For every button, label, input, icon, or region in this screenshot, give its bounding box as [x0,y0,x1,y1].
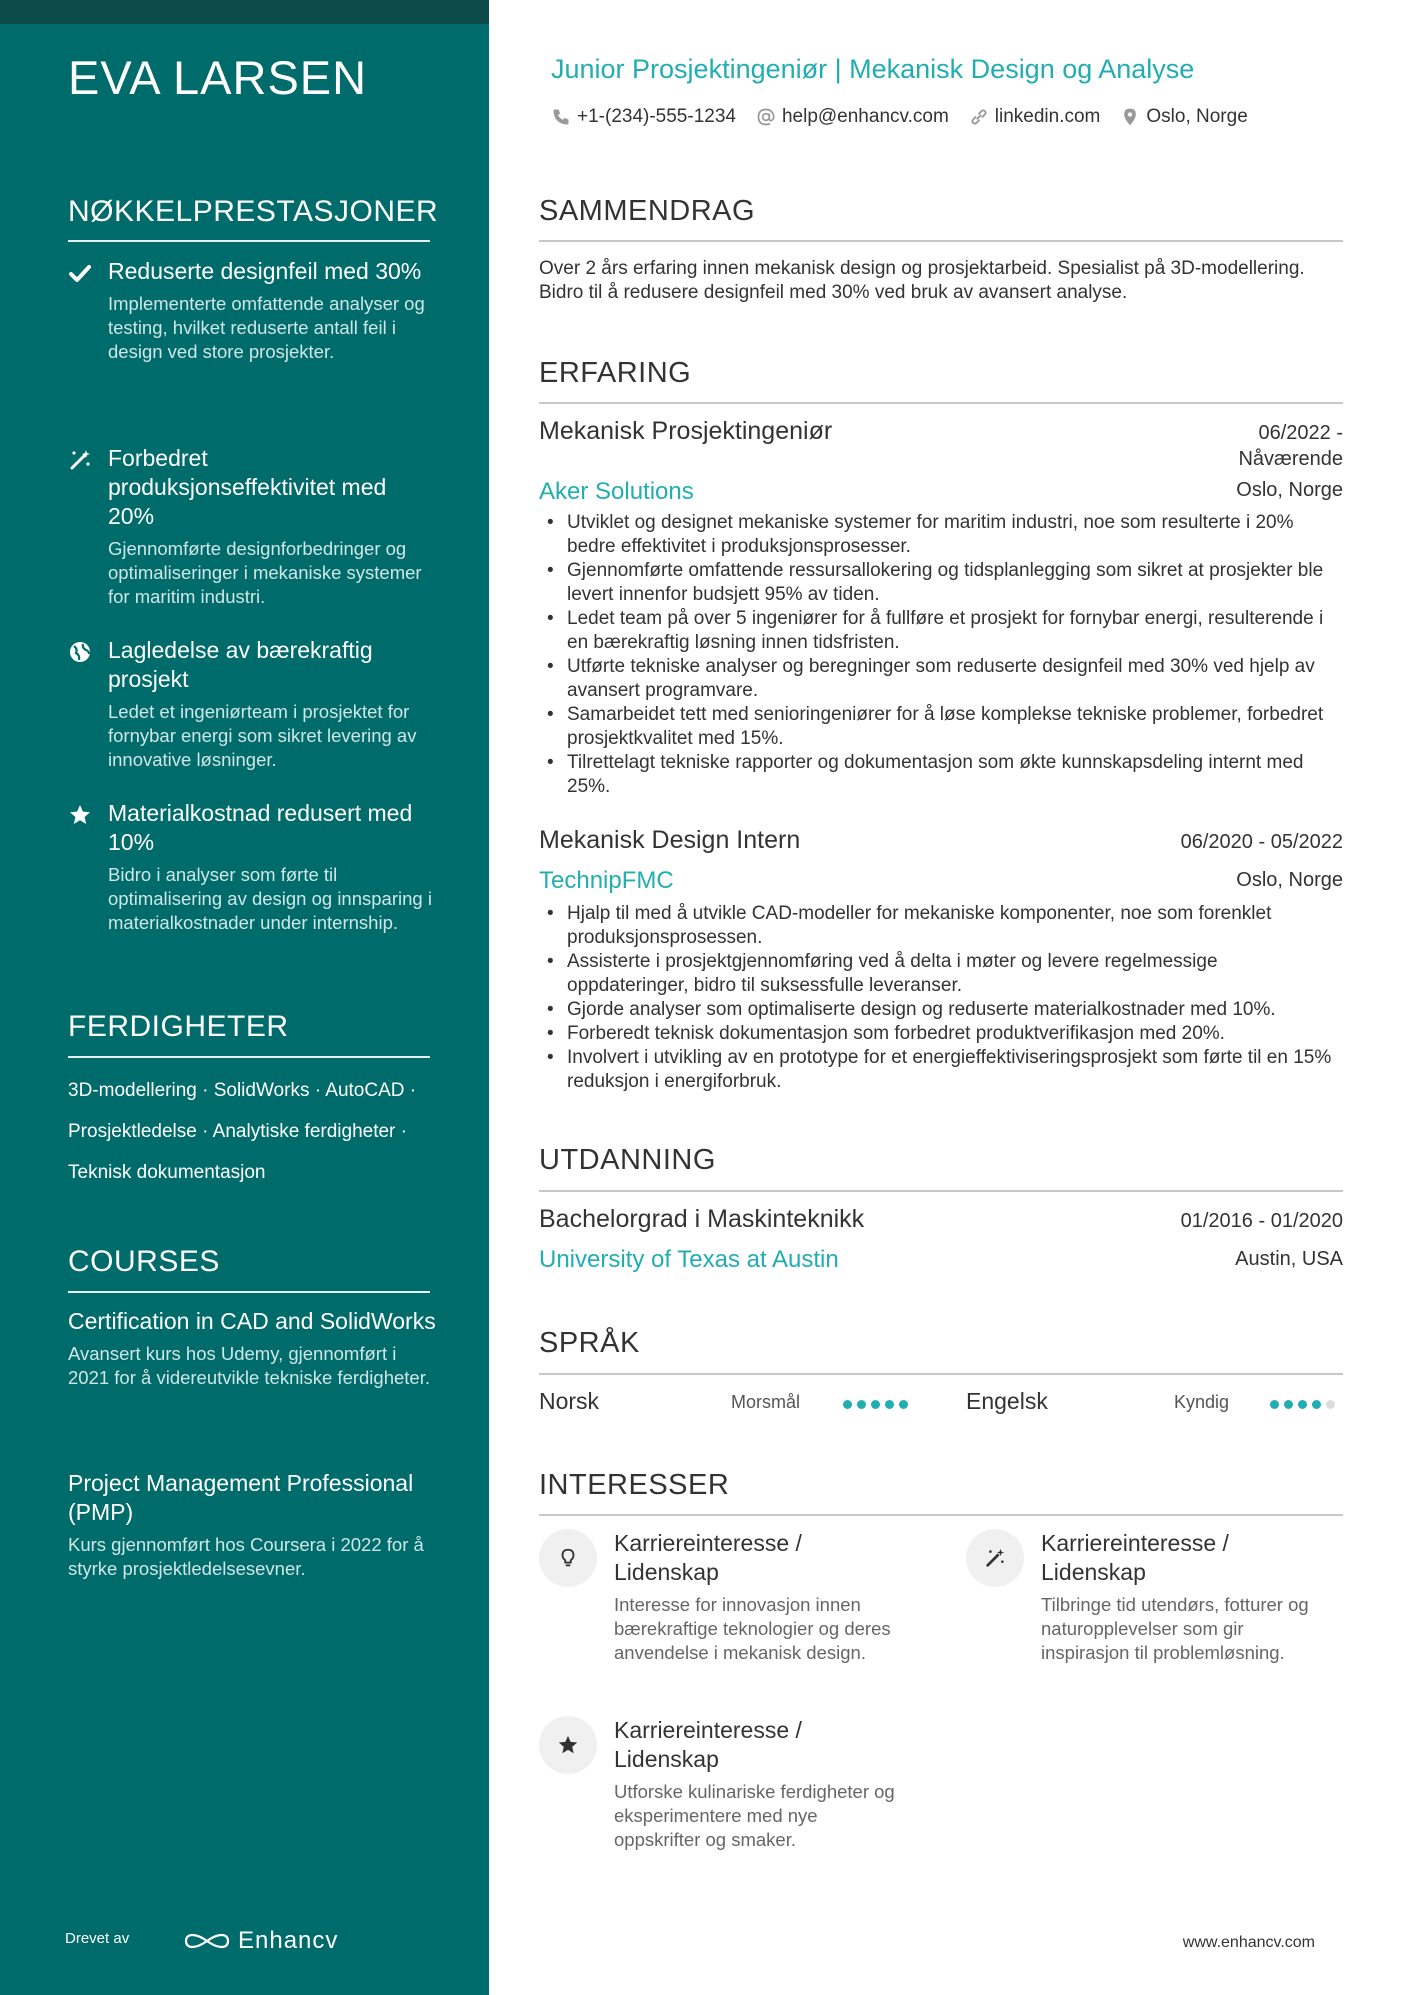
experience-title: ERFARING [539,357,692,389]
achievement-desc: Bidro i analyser som førte til optimalisering av design og innsparing i materialkostnader under internship. [108,864,432,933]
achievement-title: Forbedret produksjonseffektivitet med 20% [108,445,387,529]
education-title: UTDANNING [539,1144,716,1176]
job-bullet: • Gjorde analyser som optimaliserte design og reduserte materialkostnader med 10%. [567,998,1343,1022]
summary-title: SAMMENDRAG [539,195,756,227]
job-bullet: • Forberedt teknisk dokumentasjon som forbedret produktverifikasjon med 20%. [567,1022,1343,1046]
course-item [68,1307,440,1390]
achievement-title: Materialkostnad redusert med 10% [108,800,413,855]
achievement-item [68,799,438,935]
achievement-item [68,636,438,772]
job-bullets [539,902,1343,1094]
job-date: 06/2020 - 05/2022 [1180,831,1343,853]
check-icon [68,261,94,287]
rating-dot-filled [885,1400,894,1409]
course-item [68,1469,440,1581]
course-title: Project Management Professional (PMP) [68,1470,414,1525]
star-icon [539,1716,597,1774]
achievement-desc: Gjennomførte designforbedringer og optimaliseringer i mekaniske systemer for maritim industri. [108,538,422,607]
interest-title: Karriereinteresse / Lidenskap [1041,1530,1229,1585]
education-school: University of Texas at Austin [539,1246,839,1273]
job-location: Oslo, Norge [1236,479,1343,501]
enhancv-logo [184,1927,338,1955]
summary-divider [539,240,1343,242]
education-divider [539,1190,1343,1192]
rating-dot-empty [1326,1400,1335,1409]
achievements-title: NØKKELPRESTASJONER [68,195,439,228]
summary-text: Over 2 års erfaring innen mekanisk design og prosjektarbeid. Spesialist på 3D-modellering. Bidro til å redusere designfeil med 30% ved bruk av avansert analyse. [539,258,1305,303]
interest-desc: Utforske kulinariske ferdigheter og eksperimentere med nye oppskrifter og smaker. [614,1781,895,1850]
job-date: 06/2022 - Nåværende [1238,422,1343,470]
achievement-desc: Implementerte omfattende analyser og testing, hvilket reduserte antall feil i design ved store prosjekter. [108,293,425,362]
phone-text: +1-(234)-555-1234 [577,106,736,127]
job-bullet: • Utviklet og designet mekaniske systemer for maritim industri, noe som resulterte i 20% bedre effektivitet i produksjonsprosesser. [567,511,1343,559]
achievements-divider [68,240,430,242]
language-rating [843,1400,908,1409]
job-bullet: • Gjennomførte omfattende ressursallokering og tidsplanlegging som sikret at prosjekter ble levert innenfor budsjett 95% av tiden. [567,559,1343,607]
language-level: Kyndig [1174,1392,1230,1412]
job-bullet: • Tilrettelagt tekniske rapporter og dokumentasjon som økte kunnskapsdeling internt med 25%. [567,751,1343,799]
email-text: help@enhancv.com [781,106,949,127]
enhancv-logo-icon [184,1929,230,1953]
lightbulb-icon [539,1529,597,1587]
achievement-desc: Ledet et ingeniørteam i prosjektet for fornybar energi som sikret levering av innovative løsninger. [108,701,417,770]
company-name: TechnipFMC [539,867,674,894]
interest-title: Karriereinteresse / Lidenskap [614,1717,802,1772]
link-icon [969,107,989,127]
rating-dot-filled [1298,1400,1307,1409]
job-bullet: • Ledet team på over 5 ingeniører for å fullføre et prosjekt for fornybar energi, resulterende i en bærekraftig løsning innen tidsfristen. [567,607,1343,655]
star-icon [68,803,94,829]
achievement-title: Lagledelse av bærekraftig prosjekt [108,637,373,692]
job-bullets [539,511,1343,799]
rating-dot-filled [1284,1400,1293,1409]
course-title: Certification in CAD and SolidWorks [68,1308,436,1334]
interests-title: INTERESSER [539,1469,730,1501]
footer-website[interactable]: www.enhancv.com [1182,1934,1315,1951]
course-desc: Avansert kurs hos Udemy, gjennomført i 2021 for å videreutvikle tekniske ferdigheter. [68,1343,430,1388]
course-desc: Kurs gjennomført hos Coursera i 2022 for å styrke prosjektledelsesevner. [68,1534,424,1579]
location-text: Oslo, Norge [1146,106,1248,127]
job-location: Oslo, Norge [1236,869,1343,891]
magic-wand-icon [966,1529,1024,1587]
interest-item [539,1716,899,1852]
interests-divider [539,1514,1343,1516]
contact-location [1120,106,1247,128]
rating-dot-filled [1312,1400,1321,1409]
language-name: Engelsk [966,1388,1048,1414]
language-name: Norsk [539,1388,600,1414]
education-date: 01/2016 - 01/2020 [1180,1210,1343,1232]
sidebar-top-bar [0,0,489,24]
skills-divider [68,1056,430,1058]
language-rating [1270,1400,1335,1409]
rating-dot-filled [1270,1400,1279,1409]
interest-item [539,1529,899,1665]
courses-title: COURSES [68,1245,220,1278]
contact-email[interactable] [756,106,949,128]
job-bullet: • Involvert i utvikling av en prototype for et energieffektiviseringsprosjekt som førte til en 15% reduksjon i energiforbruk. [567,1046,1343,1094]
job-bullet: • Samarbeidet tett med senioringeniører for å løse komplekse tekniske problemer, forbedret prosjektkvalitet med 15%. [567,703,1343,751]
contact-linkedin[interactable] [969,106,1101,128]
job-bullet: • Utførte tekniske analyser og beregninger som reduserte designfeil med 30% ved hjelp av avansert programvare. [567,655,1343,703]
interest-title: Karriereinteresse / Lidenskap [614,1530,802,1585]
skills-list: 3D-modellering · SolidWorks · AutoCAD · Prosjektledelse · Analytiske ferdigheter · Teknisk dokumentasjon [68,1080,417,1183]
rating-dot-filled [857,1400,866,1409]
languages-divider [539,1373,1343,1375]
rating-dot-filled [899,1400,908,1409]
linkedin-text: linkedin.com [994,106,1101,127]
at-icon [756,107,776,127]
company-name: Aker Solutions [539,478,694,505]
languages-title: SPRÅK [539,1327,640,1359]
interest-item [966,1529,1326,1665]
globe-icon [68,640,94,666]
job-title: Mekanisk Prosjektingeniør [539,417,833,445]
magic-wand-icon [68,448,94,474]
experience-divider [539,402,1343,404]
headline: Junior Prosjektingeniør | Mekanisk Design og Analyse [551,54,1195,84]
achievement-title: Reduserte designfeil med 30% [108,258,422,284]
sidebar [0,0,489,1995]
rating-dot-filled [843,1400,852,1409]
achievement-item [68,444,438,609]
job-bullet: • Hjalp til med å utvikle CAD-modeller for mekaniske komponenter, noe som forenklet produksjonsprosessen. [567,902,1343,950]
education-location: Austin, USA [1235,1248,1343,1270]
language-level: Morsmål [731,1392,801,1412]
skills-title: FERDIGHETER [68,1010,289,1043]
phone-icon [551,107,571,127]
interest-desc: Interesse for innovasjon innen bærekraftige teknologier og deres anvendelse i mekanisk design. [614,1594,891,1663]
courses-divider [68,1291,430,1293]
job-title: Mekanisk Design Intern [539,826,801,854]
interest-desc: Tilbringe tid utendørs, fotturer og naturopplevelser som gir inspirasjon til problemløsning. [1041,1594,1309,1663]
education-degree: Bachelorgrad i Maskinteknikk [539,1205,865,1233]
location-pin-icon [1120,107,1140,127]
enhancv-logo-text: Enhancv [238,1927,339,1954]
powered-by-label: Drevet av [65,1930,130,1947]
rating-dot-filled [871,1400,880,1409]
achievement-item [68,257,438,364]
contact-bar [551,106,1248,128]
job-bullet: • Assisterte i prosjektgjennomføring ved å delta i møter og levere regelmessige oppdateringer, bidro til suksessfulle leveranser. [567,950,1343,998]
candidate-name: EVA LARSEN [68,51,368,104]
contact-phone [551,106,736,128]
